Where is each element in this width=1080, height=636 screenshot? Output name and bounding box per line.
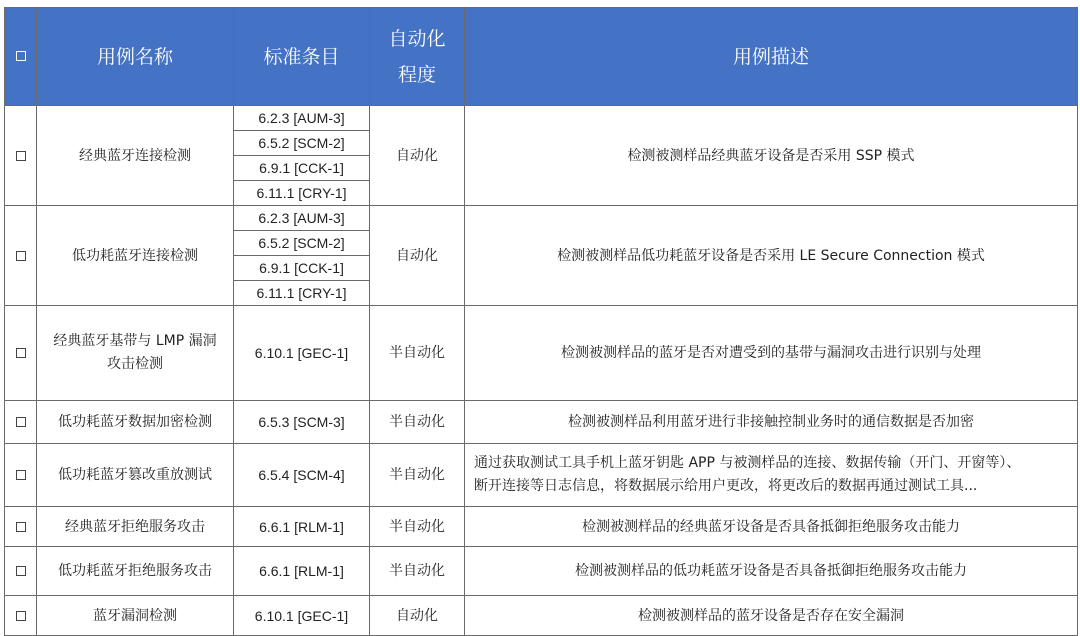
table-row (5, 106, 1078, 131)
header-case-name: 用例名称 (37, 8, 234, 106)
row-checkbox[interactable] (5, 547, 37, 596)
case-description: 检测被测样品的经典蓝牙设备是否具备抵御拒绝服务攻击能力 (465, 507, 1078, 547)
header-row (5, 8, 1078, 106)
row-checkbox[interactable] (5, 306, 37, 401)
automation-level: 半自动化 (370, 444, 465, 507)
row-checkbox[interactable] (5, 401, 37, 444)
case-description: 检测被测样品的蓝牙是否对遭受到的基带与漏洞攻击进行识别与处理 (465, 306, 1078, 401)
standard-item: 6.10.1 [GEC-1] (234, 306, 370, 401)
case-description: 检测被测样品低功耗蓝牙设备是否采用 LE Secure Connection 模式 (465, 206, 1078, 306)
row-checkbox[interactable] (5, 444, 37, 507)
table-row (5, 444, 1078, 507)
case-name: 蓝牙漏洞检测 (37, 596, 234, 636)
standard-item: 6.5.2 [SCM-2] (234, 231, 370, 256)
standard-item: 6.9.1 [CCK-1] (234, 256, 370, 281)
case-name (37, 306, 234, 401)
test-case-table-container (4, 7, 1077, 636)
standard-item: 6.2.3 [AUM-3] (234, 106, 370, 131)
automation-level: 自动化 (370, 106, 465, 206)
standard-item: 6.5.2 [SCM-2] (234, 131, 370, 156)
table-row (5, 547, 1078, 596)
automation-level: 自动化 (370, 596, 465, 636)
checkbox-icon (16, 417, 26, 427)
table-row (5, 306, 1078, 401)
row-checkbox[interactable] (5, 206, 37, 306)
case-description-line1: 通过获取测试工具手机上蓝牙钥匙 APP 与被测样品的连接、数据传输（开门、开窗等）、 (474, 455, 1021, 471)
table-row (5, 401, 1078, 444)
case-name: 低功耗蓝牙连接检测 (37, 206, 234, 306)
case-description: 检测被测样品的低功耗蓝牙设备是否具备抵御拒绝服务攻击能力 (465, 547, 1078, 596)
checkbox-icon (16, 522, 26, 532)
checkbox-icon (16, 611, 26, 621)
header-automation (370, 8, 465, 106)
standard-item: 6.5.3 [SCM-3] (234, 401, 370, 444)
case-description: 检测被测样品的蓝牙设备是否存在安全漏洞 (465, 596, 1078, 636)
row-checkbox[interactable] (5, 596, 37, 636)
table-row (5, 507, 1078, 547)
standard-item: 6.2.3 [AUM-3] (234, 206, 370, 231)
case-name: 低功耗蓝牙篡改重放测试 (37, 444, 234, 507)
case-name-line1: 经典蓝牙基带与 LMP 漏洞 (53, 333, 217, 349)
table-row (5, 596, 1078, 636)
header-automation-line2: 程度 (397, 63, 436, 86)
checkbox-icon (16, 566, 26, 576)
header-select-all-checkbox[interactable] (5, 8, 37, 106)
case-name: 经典蓝牙连接检测 (37, 106, 234, 206)
automation-level: 半自动化 (370, 507, 465, 547)
header-automation-line1: 自动化 (388, 27, 446, 50)
case-name: 经典蓝牙拒绝服务攻击 (37, 507, 234, 547)
table-row (5, 206, 1078, 231)
checkbox-icon (16, 51, 26, 61)
case-name-line2: 攻击检测 (107, 356, 163, 372)
case-description (465, 444, 1078, 507)
automation-level: 自动化 (370, 206, 465, 306)
test-case-table (4, 7, 1078, 636)
automation-level: 半自动化 (370, 547, 465, 596)
checkbox-icon (16, 348, 26, 358)
checkbox-icon (16, 251, 26, 261)
row-checkbox[interactable] (5, 507, 37, 547)
case-description: 检测被测样品经典蓝牙设备是否采用 SSP 模式 (465, 106, 1078, 206)
header-description: 用例描述 (465, 8, 1078, 106)
checkbox-icon (16, 151, 26, 161)
standard-item: 6.11.1 [CRY-1] (234, 281, 370, 306)
automation-level: 半自动化 (370, 306, 465, 401)
standard-item: 6.5.4 [SCM-4] (234, 444, 370, 507)
case-description-line2: 断开连接等日志信息，将数据展示给用户更改，将更改后的数据再通过测试工具... (474, 478, 978, 494)
standard-item: 6.6.1 [RLM-1] (234, 547, 370, 596)
checkbox-icon (16, 470, 26, 480)
standard-item: 6.6.1 [RLM-1] (234, 507, 370, 547)
standard-item: 6.10.1 [GEC-1] (234, 596, 370, 636)
header-standard: 标准条目 (234, 8, 370, 106)
case-name: 低功耗蓝牙拒绝服务攻击 (37, 547, 234, 596)
automation-level: 半自动化 (370, 401, 465, 444)
standard-item: 6.11.1 [CRY-1] (234, 181, 370, 206)
case-description: 检测被测样品利用蓝牙进行非接触控制业务时的通信数据是否加密 (465, 401, 1078, 444)
row-checkbox[interactable] (5, 106, 37, 206)
case-name: 低功耗蓝牙数据加密检测 (37, 401, 234, 444)
standard-item: 6.9.1 [CCK-1] (234, 156, 370, 181)
